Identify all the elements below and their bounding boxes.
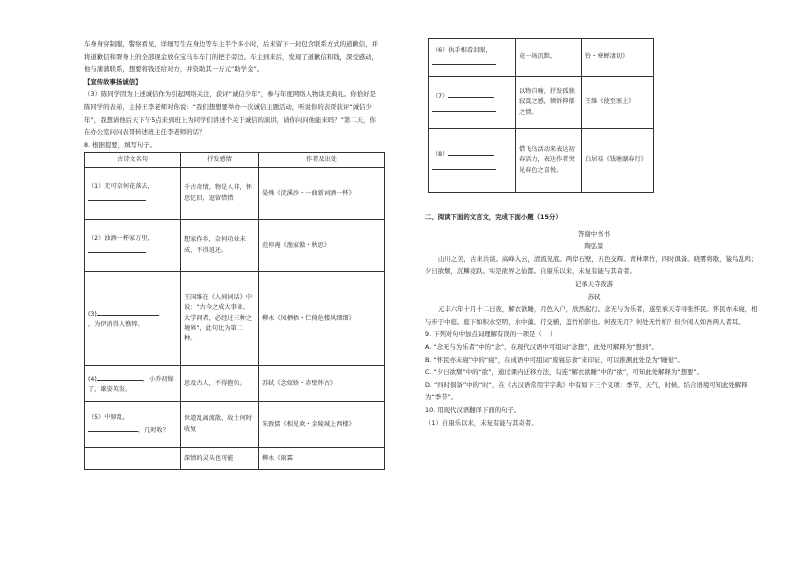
table-cell: （2）浊酒一杯家万里， (85, 220, 181, 272)
table-header: 抒发感情 (181, 153, 259, 168)
table-cell: （8） (429, 129, 516, 193)
table-cell: 王维《使至塞上》 (582, 77, 654, 129)
answer-blank[interactable] (88, 423, 138, 432)
table-cell: （5）中原乱， ，几时收？ (85, 402, 181, 448)
text1-title: 答谢中书书 (578, 229, 610, 238)
poem-table (84, 152, 385, 470)
left-column (84, 0, 382, 470)
table-row (429, 77, 654, 129)
table-cell: 千古奇情，物是人非，怀思忆旧，逗留惜惜 (181, 168, 259, 220)
table-cell: 思及古人，不得抱负。 (181, 366, 259, 402)
table-row (429, 129, 654, 193)
question-10: 10. 用现代汉语翻译下面的句子。 (425, 405, 521, 414)
table-cell: 竟一场沉默。 (516, 39, 582, 77)
poem-table-continued (428, 38, 654, 193)
table-header-row (85, 153, 385, 168)
table-cell: 深情的灵头也可能 (181, 448, 259, 470)
table-cell: 铃・寒蝉凄切》 (582, 39, 654, 77)
table-cell: （1）无可奈何花落去， (85, 168, 181, 220)
answer-blank[interactable] (97, 372, 143, 381)
table-cell: 晏殊《浣溪沙・一曲新词酒一杯》 (259, 168, 385, 220)
answer-blank[interactable] (432, 103, 496, 112)
table-cell: (3) ，为伊消得人憔悴。 (85, 272, 181, 366)
section-title: 二、阅读下面的文言文，完成下面小题（15分） (425, 213, 562, 221)
answer-blank[interactable] (88, 192, 146, 201)
option-d[interactable]: D. “四时俱备”中的“时”，在《古汉语常用字字典》中有如下三个义项：季节，天气，时候。结合语境可知此处解释为“季节”。 (425, 380, 748, 402)
table-cell: 柳永《雨霖 (259, 448, 385, 470)
table-header: 古诗文名句 (85, 153, 181, 168)
table-row (85, 448, 385, 470)
table-cell: 苏轼《念奴娇・赤壁怀古》 (259, 366, 385, 402)
text2-body: 元丰六年十月十二日夜，解衣欲睡，月色入户，欣然起行。念无与为乐者，遂至承天寺寻张怀民。怀民亦未寝，相与步于中庭。庭下如积水空明，水中藻、荇交横，盖竹柏影也。何夜无月？何处无竹柏？但少闲人如吾两人者耳。 (425, 305, 758, 326)
text1-author: 陶弘景 (584, 242, 604, 251)
story-paragraph: 车身身穿制服，警察看见，详细写生在身边等车主半个多小时，后来留下一封包含联系方式的道歉信，并将道歉信和署身上的全部现金放在宝马车车门的把手旁边。车主到来后，发现了道歉信和钱，深受感动，他与蒲蒲联系，想要将钱还给对方，并资助其一万元“助学金”。 (84, 40, 378, 74)
table-cell: 借飞鸟活动来表达初春活力，表达作者突见春色之喜悦。 (516, 129, 582, 193)
answer-blank[interactable] (88, 244, 146, 253)
option-a[interactable]: A. “念无与为乐者”中的“念”，在现代汉语中可组词“念想”，此处可解释为“想到”。 (425, 342, 658, 351)
answer-blank[interactable] (432, 56, 496, 65)
table-row (85, 220, 385, 272)
table-cell: 想家作乡，奈何功业未成，不得返还。 (181, 220, 259, 272)
table-header: 作者及出处 (259, 153, 385, 168)
table-row (85, 366, 385, 402)
question-10-1: （1）自康乐以来，未复有能与其奇者。 (425, 418, 538, 427)
table-cell: 以物自喻，抒发孤独寂寞之感，倾诉抑郁之情。 (516, 77, 582, 129)
text2-title: 记承天寺夜游 (574, 279, 614, 288)
question-9: 9. 下列对句中加点词理解有误的一项是（ ） (425, 330, 557, 339)
text1-body: 山川之美，古来共谈。高峰入云，清流见底。两岸石壁，五色交辉。青林翠竹，四时俱备。晓雾将歇，猿鸟乱鸣；夕日欲颓，沉鳞竞跃。实是欲界之仙都。自康乐以来，未复有能与其奇者。 (425, 254, 758, 276)
right-column (425, 0, 763, 429)
table-cell: （6）执手相看泪眼， (429, 39, 516, 77)
table-cell (85, 448, 181, 470)
table-row (85, 272, 385, 366)
section-heading: 【宣传故事扬诚信】 (84, 77, 142, 86)
question-3-paragraph: （3）陈同学因为上述诚信作为引起网络关注，获评“诚信少年”，参与年度网络人物谈美典礼。你恰好是陈同学的表弟，主持王李老师对你说：“我们想想要举办一次诚信主题活动，听说你的表哥获评“诚信少年”，我想请他后天下午5点来到班上为同学们讲述个关于诚信的演讲，请你问问他能来吗？”第二天，你在办公室问问表哥转述班主任李老师的话？ (84, 90, 376, 137)
table-cell: 白居易《钱塘湖春行》 (582, 129, 654, 193)
table-cell: 柳永《凤栖梧・伫倚危楼风细细》 (259, 272, 385, 366)
table-row (429, 39, 654, 77)
option-b[interactable]: B. “怀民亦未寝”中的“寝”，在成语中可组词“废寝忘食”来印证，可以推测此处是为“睡觉”。 (425, 355, 684, 364)
question-8-prompt: 8. 根据提要，填写句子。 (84, 140, 157, 149)
table-row (85, 168, 385, 220)
table-cell: 世道乱离流散，故土何时收复 (181, 402, 259, 448)
table-cell: (4) ，小乔初嫁了，雄姿英发。 (85, 366, 181, 402)
answer-blank[interactable] (432, 161, 496, 170)
answer-blank[interactable] (448, 89, 494, 98)
table-cell: （7） (429, 77, 516, 129)
table-cell: 王国维在《人间词话》中说：“古今之成大事业、大学问者，必经过三种之境界”，此句比为第二种。 (181, 272, 259, 366)
table-cell: 朱敦儒《相见欢・金陵城上西楼》 (259, 402, 385, 448)
answer-blank[interactable] (97, 307, 159, 316)
table-row (85, 402, 385, 448)
answer-blank[interactable] (448, 147, 494, 156)
table-cell: 范仲淹《渔家傲・秋思》 (259, 220, 385, 272)
option-c[interactable]: C. “夕日欲颓”中的“欲”，通过课内迁移方法，勾连“解衣欲睡”中的“欲”，可知此处解释为“想要”。 (425, 368, 704, 377)
text2-author: 苏轼 (587, 292, 601, 301)
